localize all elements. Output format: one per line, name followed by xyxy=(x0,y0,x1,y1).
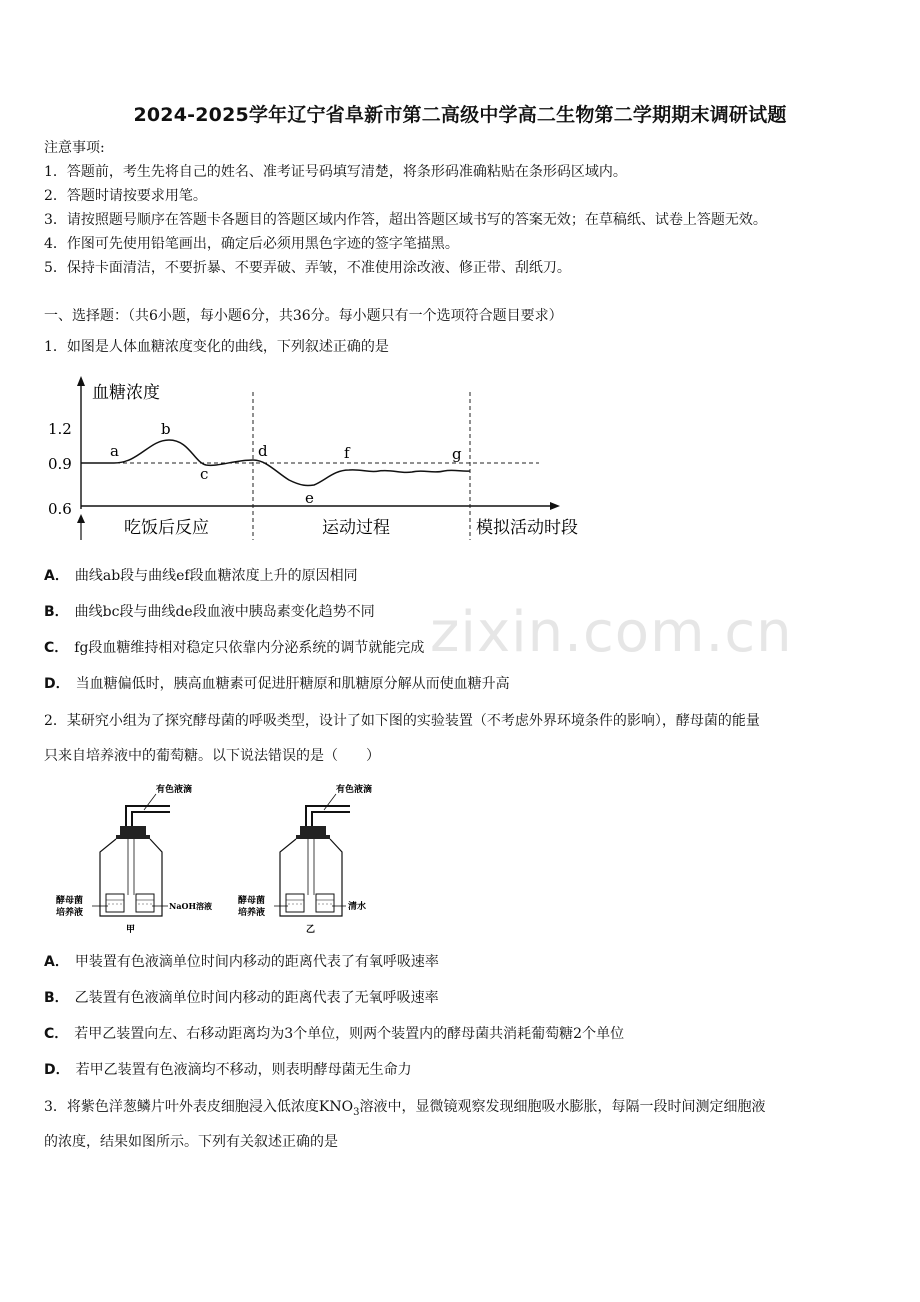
svg-text:有色液滴: 有色液滴 xyxy=(156,785,193,795)
question-1-stem: 1．如图是人体血糖浓度变化的曲线，下列叙述正确的是 xyxy=(44,339,389,355)
q2-option-c: C． 若甲乙装置向左、右移动距离均为3个单位，则两个装置内的酵母菌共消耗葡萄糖2个单位 xyxy=(44,1026,625,1042)
q1-option-b: B． 曲线bc段与曲线de段血液中胰岛素变化趋势不同 xyxy=(44,604,375,620)
svg-text:培养液: 培养液 xyxy=(238,908,266,918)
svg-text:甲: 甲 xyxy=(126,925,136,935)
y-tick-label: 0.6 xyxy=(48,500,72,518)
notice-item: 4．作图可先使用铅笔画出，确定后必须用黑色字迹的签字笔描黑。 xyxy=(44,236,459,252)
question-3-stem: 3．将紫色洋葱鳞片叶外表皮细胞浸入低浓度$KNO_3$溶液中，显微镜观察发现细胞吸水膨胀，每隔一段时间测定细胞液 xyxy=(44,1099,766,1118)
svg-text:酵母菌: 酵母菌 xyxy=(238,896,266,906)
point-label: d xyxy=(258,442,268,460)
question-2-stem: 只来自培养液中的葡萄糖。以下说法错误的是（ ） xyxy=(44,748,380,764)
point-label: e xyxy=(305,489,314,507)
notice-item: 3．请按照题号顺序在答题卡各题目的答题区域内作答，超出答题区域书写的答案无效；在草稿纸、试卷上答题无效。 xyxy=(44,212,767,228)
notice-heading: 注意事项: xyxy=(44,140,105,156)
segment-label: 模拟活动时段 xyxy=(476,518,578,538)
q1-option-c: C． fg段血糖维持相对稳定只依靠内分泌系统的调节就能完成 xyxy=(44,640,425,656)
point-label: f xyxy=(344,444,350,462)
blood-glucose-chart xyxy=(44,372,604,544)
svg-text:酵母菌: 酵母菌 xyxy=(56,896,84,906)
q1-option-d: D． 当血糖偏低时，胰高血糖素可促进肝糖原和肌糖原分解从而使血糖升高 xyxy=(44,676,510,692)
notice-item: 1．答题前，考生先将自己的姓名、准考证号码填写清楚，将条形码准确粘贴在条形码区域内。 xyxy=(44,164,627,180)
q2-option-a: A． 甲装置有色液滴单位时间内移动的距离代表了有氧呼吸速率 xyxy=(44,954,439,970)
watermark: zixin.com.cn xyxy=(430,600,793,665)
notice-item: 5．保持卡面清洁，不要折暴、不要弄破、弄皱，不准使用涂改液、修正带、刮纸刀。 xyxy=(44,260,571,276)
y-tick-label: 1.2 xyxy=(48,420,72,438)
point-label: c xyxy=(200,465,209,483)
svg-text:清水: 清水 xyxy=(348,902,367,912)
svg-text:有色液滴: 有色液滴 xyxy=(336,785,373,795)
x-axis-arrow xyxy=(550,502,560,510)
device-jia xyxy=(56,783,212,935)
y-axis-arrow xyxy=(77,376,85,386)
notice-item: 2．答题时请按要求用笔。 xyxy=(44,188,207,204)
point-label: g xyxy=(452,445,462,463)
svg-text:培养液: 培养液 xyxy=(56,908,84,918)
device-yi xyxy=(238,783,372,935)
point-label: b xyxy=(161,420,171,438)
y-tick-label: 0.9 xyxy=(48,455,72,473)
y-axis-label: 血糖浓度 xyxy=(92,383,160,403)
segment-label: 运动过程 xyxy=(322,518,390,538)
q1-option-a: A． 曲线ab段与曲线ef段血糖浓度上升的原因相同 xyxy=(44,568,358,584)
section-heading: 一、选择题：（共6小题，每小题6分，共36分。每小题只有一个选项符合题目要求） xyxy=(44,308,563,324)
point-label: a xyxy=(110,442,119,460)
yeast-apparatus-diagram xyxy=(52,780,392,936)
q2-option-b: B． 乙装置有色液滴单位时间内移动的距离代表了无氧呼吸速率 xyxy=(44,990,439,1006)
question-3-stem: 的浓度，结果如图所示。下列有关叙述正确的是 xyxy=(44,1134,338,1150)
question-2-stem: 2．某研究小组为了探究酵母菌的呼吸类型，设计了如下图的实验装置（不考虑外界环境条件的影响），酵母菌的能量 xyxy=(44,713,760,729)
svg-text:NaOH溶液: NaOH溶液 xyxy=(169,901,213,911)
page-title: 2024-2025学年辽宁省阜新市第二高级中学高二生物第二学期期末调研试题 xyxy=(133,104,787,126)
q2-option-d: D． 若甲乙装置有色液滴均不移动，则表明酵母菌无生命力 xyxy=(44,1062,412,1078)
segment-label: 吃饭后反应 xyxy=(124,518,209,538)
svg-text:乙: 乙 xyxy=(306,925,316,935)
